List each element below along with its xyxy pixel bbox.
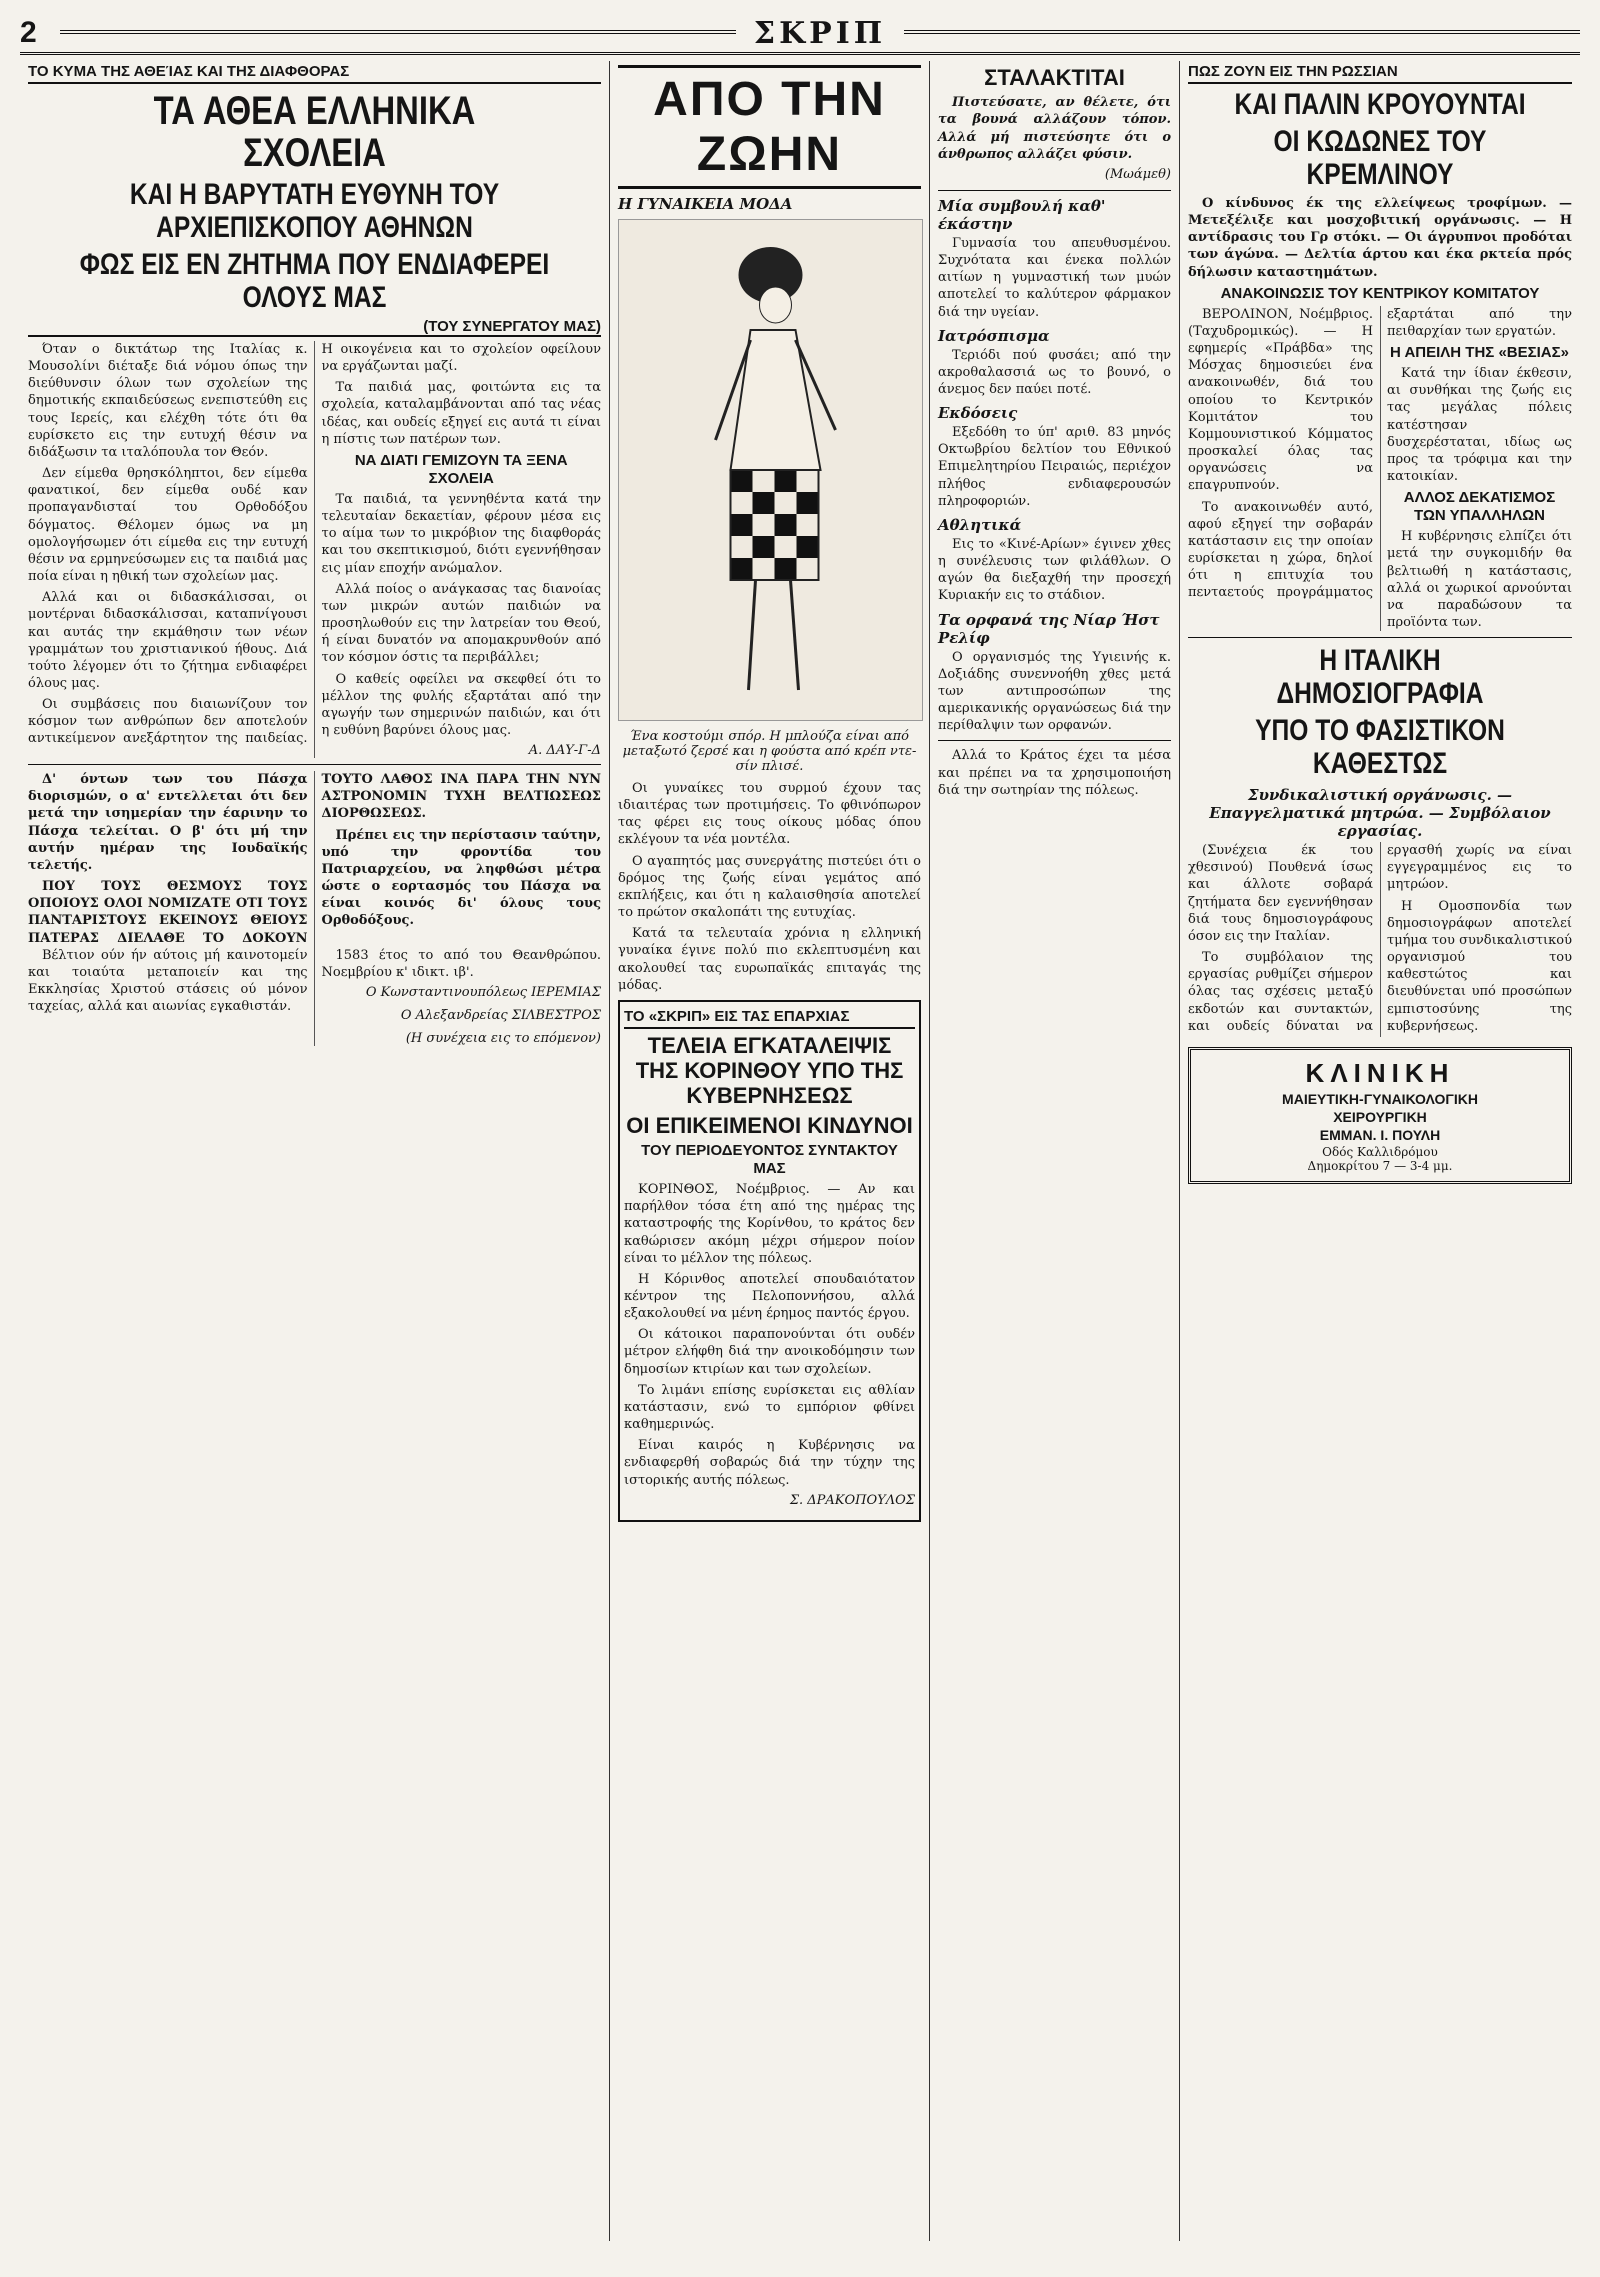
divider — [1188, 637, 1572, 638]
masthead-rule-left — [60, 30, 736, 36]
divider — [28, 764, 601, 765]
paragraph: Βέλτιον ούν ήν αύτοις μή καινοτομείν και τοιαύτα μεταποιείν και της Εκκλησίας Χριστού στάσεις ού μόνον ταχείας, αλλά και αιωνίας εγκαθιστάν. — [28, 947, 308, 1015]
fashion-label: Η ΓΥΝΑΙΚΕΙΑ ΜΟΔΑ — [618, 195, 793, 213]
section-heading: Η ΑΠΕΙΛΗ ΤΗΣ «ΒΕΣΙΑΣ» — [1390, 344, 1569, 362]
article-byline: ΤΟΥ ΠΕΡΙΟΔΕΥΟΝΤΟΣ ΣΥΝΤΑΚΤΟΥ ΜΑΣ — [641, 1142, 898, 1178]
brief-title: Εκδόσεις — [938, 404, 1018, 423]
article-subheadline: ΚΑΙ Η ΒΑΡΥΤΑΤΗ ΕΥΘΥΝΗ ΤΟΥ ΑΡΧΙΕΠΙΣΚΟΠΟΥ ΑΘΗΝΩΝ — [129, 178, 500, 244]
corinth-article — [618, 1000, 921, 1522]
paragraph: Αλλά το Κράτος έχει τα μέσα και πρέπει να τα χρησιμοποιήση διά την σωτηρίαν της πόλεως. — [938, 748, 1171, 798]
article-byline: (ΤΟΥ ΣΥΝΕΡΓΑΤΟΥ ΜΑΣ) — [28, 318, 601, 337]
brief-title: Αθλητικά — [938, 515, 1022, 534]
article-lead: Ο κίνδυνος έκ της ελλείψεως τροφίμων. — Μετεξέλιξε και μοσχοβιτική οργάνωσις. — Η αντίδρασις του Γρ στόκι. — Οι άγρυπνοι προδόται των άγώνα. — Δελτία άρτου και έκα ρκτεία πρός δήλωσιν καταστημάτων. — [1188, 196, 1572, 280]
author-signature: Σ. ΔΡΑΚΟΠΟΥΛΟΣ — [789, 1492, 915, 1508]
divider — [938, 740, 1171, 741]
article-subheadline: ΥΠΟ ΤΟ ΦΑΣΙΣΤΙΚΟΝ ΚΑΘΕΣΤΩΣ — [1255, 714, 1505, 781]
signature: Ο Κωνσταντινουπόλεως ΙΕΡΕΜΙΑΣ — [365, 985, 601, 1000]
paragraph: 1583 έτος το από του Θεανθρώπου. Νοεμβρίου κ' ιδικτ. ιβ'. — [321, 947, 601, 980]
brief-item — [938, 611, 1171, 735]
column-foreign — [1180, 61, 1580, 2241]
paragraph: Οι συμβάσεις που διαιωνίζουν τον κόσμον των ανθρώπων δεν αποτελούν αντικείμενον ανεξάρτητον της παιδείας. Η οικογένεια και το σχολείον οφείλουν να εργάζωνται μαζί. — [28, 342, 601, 747]
brief-title: Ιατρόσπισμα — [938, 326, 1050, 345]
ad-line: ΜΑΙΕΥΤΙΚΗ-ΓΥΝΑΙΚΟΛΟΓΙΚΗ — [1282, 1090, 1478, 1107]
quote-source: (Μωάμεθ) — [1104, 166, 1171, 182]
page-number: 2 — [20, 16, 37, 49]
brief-title: Μία συμβουλή καθ' έκάστην — [938, 196, 1106, 233]
stalaktites-heading: ΣΤΑΛΑΚΤΙΤΑΙ — [984, 65, 1125, 90]
author-signature: Α. ΔΑΥ-Γ-Δ — [528, 743, 601, 759]
ad-address: Οδός Καλλιδρόμου — [1322, 1144, 1438, 1159]
paragraph: Δ' όντων των του Πάσχα διορισμών, ο α' εντελλεται ότι δεν μετά την ισημερίαν την έαρινην το Πάσχα τελείται. Ο β' ότι μή την αυτήν ημέραν της Ιουδαϊκής τελετής. — [28, 772, 308, 873]
paragraph: Οι κάτοικοι παραπονούνται ότι ουδέν μέτρον ελήφθη διά την ανοικοδόμησιν των δημοσίων κτιρίων και των σχολείων. — [624, 1327, 915, 1377]
article-subheadline: ΟΙ ΚΩΔΩΝΕΣ ΤΟΥ ΚΡΕΜΛΙΝΟΥ — [1273, 125, 1487, 191]
section-banner: ΑΠΟ ΤΗΝ ΖΩΗΝ — [618, 65, 921, 189]
paragraph: Αλλά και οι διδασκάλισσαι, οι μοντέρναι διδασκάλισσαι, καταπνίγουσι και αυτάς την εκμάθησιν των νέων γραμμάτων του χριστιανικού ήθους. Διά τούτο λέγομεν ότι το ζήτημα ενδιαφέρει όλους μας. — [28, 590, 308, 691]
paragraph: Ο καθείς οφείλει να σκεφθεί ότι το μέλλον της φυλής εξαρτάται από την αγωγήν των σημερινών παιδιών, και ότι η ευθύνη βαρύνει όλους μας. — [321, 671, 601, 738]
paragraph: ΚΟΡΙΝΘΟΣ, Νοέμβριος. — Αν και παρήλθον τόσα έτη από της ημέρας της καταστροφής της Κορίνθου, το κράτος δεν καθώρισεν ακόμη μέχρι σήμερον ποίον είναι το μέλλον της πόλεως. — [624, 1182, 915, 1266]
brief-title: Τα ορφανά της Νίαρ Ήστ Ρελίφ — [938, 610, 1160, 647]
ad-hours: Δημοκρίτου 7 — 3-4 μμ. — [1307, 1158, 1453, 1173]
article-kicker: ΠΩΣ ΖΟΥΝ ΕΙΣ ΤΗΝ ΡΩΣΣΙΑΝ — [1188, 61, 1572, 84]
paragraph: Πρέπει εις την περίστασιν ταύτην, υπό την φροντίδα του Πατριαρχείου, να ληφθώσι μέτρα ώστε ο εορτασμός του Πάσχα να είναι κοινός δι' όλους τους Ορθοδόξους. — [321, 827, 601, 929]
masthead-rule-right — [904, 30, 1580, 36]
brief-text: Ο οργανισμός της Υγιεινής κ. Δοξιάδης συνεννοήθη χθες μετά των αντιπροσώπων της αμερικανικής οργανώσεως διά την περίθαλψιν των ορφανών. — [938, 649, 1171, 734]
paragraph: Το ανακοινωθέν αυτό, αφού εξηγεί την σοβαράν κατάστασιν εις την οποίαν ευρίσκεται η χώρα, δηλοί ότι η επιτυχία του πενταετούς προγράμματος εξαρτάται από την πειθαρχίαν των εργατών. — [1188, 306, 1572, 601]
paragraph: Είναι καιρός η Κυβέρνησις να ενδιαφερθή σοβαρώς διά την τύχην της ιστορικής αυτής πόλεως. — [624, 1438, 915, 1488]
brief-item — [938, 197, 1171, 321]
signature: Ο Αλεξανδρείας ΣΙΛΒΕΣΤΡΟΣ — [400, 1008, 601, 1023]
divider — [938, 190, 1171, 191]
paragraph: Αλλά ποίος ο ανάγκασας τας διανοίας των μικρών αυτών παιδιών να προσηλωθούν εις την λατρείαν του Θεού, ή είναι δυνατόν να απομακρυνθούν από τον κόσμον όστις τα περιβάλλει; — [321, 581, 601, 666]
article-deck: ΦΩΣ ΕΙΣ ΕΝ ΖΗΤΗΜΑ ΠΟΥ ΕΝΔΙΑΦΕΡΕΙ ΟΛΟΥΣ ΜΑΣ — [79, 248, 550, 314]
article-headline: ΤΕΛΕΙΑ ΕΓΚΑΤΑΛΕΙΨΙΣ ΤΗΣ ΚΟΡΙΝΘΟΥ ΥΠΟ ΤΗΣ ΚΥΒΕΡΝΗΣΕΩΣ — [635, 1032, 904, 1109]
article-deck: Συνδικαλιστική οργάνωσις. — Επαγγελματικά μητρώα. — Συμβόλαιον εργασίας. — [1209, 786, 1551, 841]
brief-text: Τεριόδι πού φυσάει; από την ακροθαλασσιά ως το βουνό, ο άνεμος δεν παύει ποτέ. — [938, 347, 1171, 398]
paragraph: (Συνέχεια έκ του χθεσινού) Πουθενά ίσως και άλλοτε σοβαρά ζητήματα δεν εγεννήθησαν διά τους δημοσιογράφους όσον εις την Ιταλίαν. — [1188, 843, 1373, 944]
article-headline: Η ΙΤΑΛΙΚΗ ΔΗΜΟΣΙΟΓΡΑΦΙΑ — [1276, 644, 1484, 711]
brief-text: Εις το «Κινέ-Αρίων» έγινεν χθες η συνέλευσις των φιλάθλων. Ο αγών θα διεξαχθή την προσεχή Κυριακήν εις το στάδιον. — [938, 536, 1171, 604]
clinic-advertisement — [1188, 1047, 1572, 1184]
paper-name: ΣΚΡΙΠ — [753, 15, 887, 51]
encyclical-closing — [28, 947, 601, 1046]
paragraph: Η κυβέρνησις ελπίζει ότι μετά την συγκομιδήν θα βελτιωθή η κατάστασις, αλλά οι χωρικοί αρνούνται να παραδώσουν τα προϊόντα των. — [1387, 529, 1572, 630]
brief-item — [938, 516, 1171, 605]
brief-item — [938, 327, 1171, 398]
brief-text: Εξεδόθη το ύπ' αριθ. 83 μηνός Οκτωβρίου δελτίον του Εθνικού Επιμελητηρίου Πειραιώς, περιέχον πλήθος ενδιαφερουσών πληροφοριών. — [938, 425, 1171, 509]
section-heading: ΑΛΛΟΣ ΔΕΚΑΤΙΣΜΟΣ ΤΩΝ ΥΠΑΛΛΗΛΩΝ — [1403, 489, 1556, 525]
paragraph: Όταν ο δικτάτωρ της Ιταλίας κ. Μουσολίνι διέταξε διά νόμου όπως την διεύθυνσιν όλων των σχολείων της δημοτικής εκπαιδεύσεως ενεπιστεύθη εις τους Ιερείς, και ελέχθη τότε ότι θα ευρίσκετο εις την ευτυχή θέσιν να διδάξωσιν τα ιταλόπουλα τον Θεόν. — [28, 342, 308, 460]
fashion-caption: Ένα κοστούμι σπόρ. Η μπλούζα είναι από μεταξωτό ζερσέ και η φούστα από κρέπ ντε-σίν πλισέ. — [622, 729, 917, 774]
section-heading: ΝΑ ΔΙΑΤΙ ΓΕΜΙΖΟΥΝ ΤΑ ΞΕΝΑ ΣΧΟΛΕΙΑ — [354, 451, 568, 487]
article-body — [1188, 842, 1572, 1037]
newspaper-page — [20, 14, 1580, 2249]
encyclical-body — [28, 771, 601, 947]
column-education — [20, 61, 610, 2241]
column-news-briefs — [930, 61, 1180, 2241]
article-headline: ΤΑ ΑΘΕΑ ΕΛΛΗΝΙΚΑ ΣΧΟΛΕΙΑ — [153, 89, 476, 175]
article-body — [1188, 306, 1572, 631]
paragraph: Δεν είμεθα θρησκόληπτοι, δεν είμεθα φανατικοί, δεν είμεθα ουδέ καν προπαγανδισταί του Ορθοδόξου δόγματος. Θέλομεν όμως να μη ομολογήσωμεν ότι είμεθα εις την ευτυχή θέσιν να ερμηνεύσωμεν εις τα παιδιά μας ποία είναι η ηθική των σχολείων μας. — [28, 466, 308, 585]
paragraph: Το λιμάνι επίσης ευρίσκεται εις αθλίαν κατάστασιν, ενώ το εμπόριον φθίνει καθημερινώς. — [624, 1382, 915, 1433]
section-heading: ΑΝΑΚΟΙΝΩΣΙΣ ΤΟΥ ΚΕΝΤΡΙΚΟΥ ΚΟΜΙΤΑΤΟΥ — [1220, 284, 1540, 302]
article-kicker: ΤΟ ΚΥΜΑ ΤΗΣ ΑΘΕΊΑΣ ΚΑΙ ΤΗΣ ΔΙΑΦΘΟΡΑΣ — [28, 61, 601, 84]
article-subheadline: ΟΙ ΕΠΙΚΕΙΜΕΝΟΙ ΚΙΝΔΥΝΟΙ — [626, 1112, 913, 1138]
paragraph: ΠΟΥ ΤΟΥΣ ΘΕΣΜΟΥΣ ΤΟΥΣ ΟΠΟΙΟΥΣ ΟΛΟΙ ΝΟΜΙΖΑΤΕ ΟΤΙ ΤΟΥΣ ΠΑΝΤΑΡΙΣΤΟΥΣ ΕΚΕΙΝΟΥΣ ΘΕΙΟΥΣ ΠΑΤΕΡΑΣ ΔΙΕΛΑΘΕ ΤΟ ΔΟΚΟΥΝ ΤΟΥΤΟ ΛΑΘΟΣ ΙΝΑ ΠΑΡΑ ΤΗΝ ΝΥΝ ΑΣΤΡΟΝΟΜΙΝ ΤΥΧΗ ΒΕΛΤΙΩΣΕΩΣ ΔΙΟΡΘΩΣΕΩΣ. — [28, 772, 601, 946]
article-kicker: ΤΟ «ΣΚΡΙΠ» ΕΙΣ ΤΑΣ ΕΠΑΡΧΙΑΣ — [624, 1006, 915, 1029]
paragraph: Οι γυναίκες του συρμού έχουν τας ιδιαιτέρας των προτιμήσεις. Το φθινόπωρον τας φέρει εις τους οίκους μόδας όπου εκλέγουν τα νέα μοντέλα. — [618, 781, 921, 848]
paragraph: Κατά την ίδιαν έκθεσιν, αι συνθήκαι της ζωής εις τας μεγάλας πόλεις κατέστησαν δυσχερέσταται, ιδίως ως προς τα τρόφιμα και την κατοικίαν. — [1387, 366, 1572, 485]
paragraph: ΒΕΡΟΛΙΝΟΝ, Νοέμβριος. (Ταχυδρομικώς). — Η εφημερίς «Πράβδα» της Μόσχας δημοσιεύει ένα ανακοινωθέν, διά του οποίου το Κεντρικόν Κομιτάτον του Κομμουνιστικού Κόμματος προσκαλεί όλας τας οργανώσεις να επαγρυπνούν. — [1188, 306, 1373, 494]
article-headline: ΚΑΙ ΠΑΛΙΝ ΚΡΟΥΟΥΝΤΑΙ — [1234, 88, 1526, 121]
paragraph: Τα παιδιά, τα γεννηθέντα κατά την τελευταίαν δεκαετίαν, φέρουν μέσα εις το αίμα των το μικρόβιον της διαφθοράς και του σκεπτικισμού, διότι εγεννήθησαν εις μίαν εποχήν ανώμαλον. — [321, 491, 601, 576]
column-from-life — [610, 61, 930, 2241]
masthead — [20, 14, 1580, 55]
paragraph: Το συμβόλαιον της εργασίας ρυθμίζει σήμερον όλας τας σχέσεις μεταξύ εκδοτών και συντακτών, και ουδείς δύναται να εργασθή χωρίς να είναι εγγεγραμμένος εις το μητρώον. — [1188, 843, 1572, 1034]
brief-text: Γυμνασία του απευθυσμένου. Συχνότατα και ένεκα πολλών αιτίων η γυμναστική των μυών αποτελεί το καλύτερον φάρμακον διά την υγείαν. — [938, 235, 1171, 320]
brief-item — [938, 404, 1171, 510]
fashion-illustration — [618, 219, 923, 721]
ad-title: ΚΛΙΝΙΚΗ — [1305, 1057, 1455, 1088]
continued-note: (Η συνέχεια εις το επόμενον) — [405, 1031, 601, 1046]
columns — [20, 61, 1580, 2241]
ad-name: ΕΜΜΑΝ. Ι. ΠΟΥΛΗ — [1319, 1126, 1441, 1143]
paragraph: Η Κόρινθος αποτελεί σπουδαιότατον κέντρον της Πελοποννήσου, αλλά εξακολουθεί να μένη έρημος παντός έργου. — [624, 1271, 915, 1322]
ad-line: ΧΕΙΡΟΥΡΓΙΚΗ — [1333, 1108, 1427, 1125]
article-body — [28, 341, 601, 758]
paragraph: Κατά τα τελευταία χρόνια η ελληνική γυναίκα έγινε πολύ πιο εκλεπτυσμένη και ακολουθεί τας ευρωπαϊκάς επιταγάς της μόδας. — [618, 926, 921, 993]
stalaktites-quote: Πιστεύσατε, αν θέλετε, ότι τα βουνά αλλάζουν τόπον. Αλλά μή πιστεύσητε ότι ο άνθρωπος αλλάζει φύσιν. — [938, 95, 1171, 162]
paragraph: Ο αγαπητός μας συνεργάτης πιστεύει ότι ο δρόμος της ζωής είναι γεμάτος από εκπλήξεις, και ότι η καλαισθησία αποτελεί το πρώτον σκαλοπάτι της ευτυχίας. — [618, 853, 921, 921]
paragraph: Η Ομοσπονδία των δημοσιογράφων αποτελεί τμήμα του συνδικαλιστικού οργανισμού του καθεστώτος και διευθύνεται υπό προσώπων εμπιστοσύνης της κυβερνήσεως. — [1387, 898, 1572, 1034]
paragraph: Τα παιδιά μας, φοιτώντα εις τα σχολεία, καταλαμβάνονται από τας νέας ιδέας, και ουδείς εξηγεί εις αυτά τι είναι η πίστις των πατέρων των. — [321, 380, 601, 447]
